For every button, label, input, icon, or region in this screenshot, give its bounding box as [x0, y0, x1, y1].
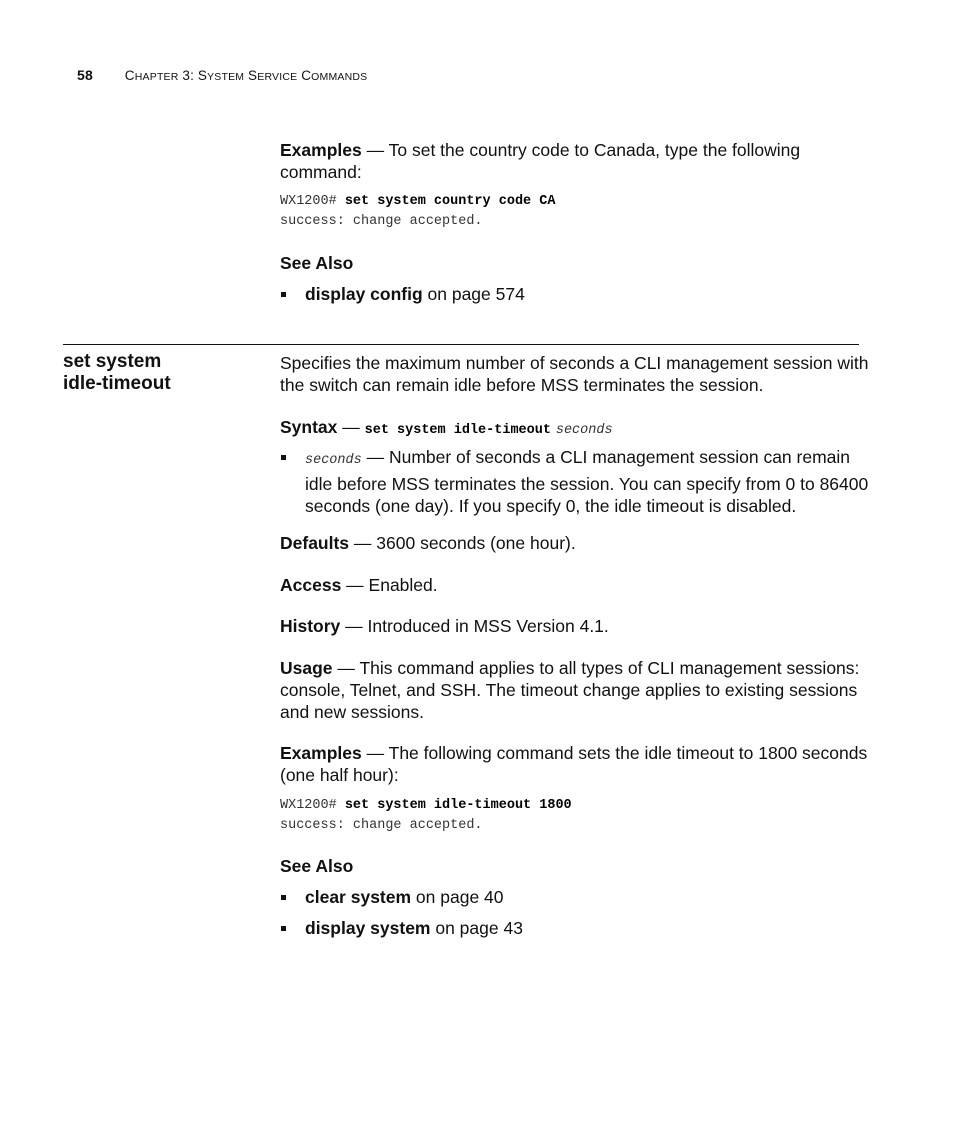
usage-text: — This command applies to all types of CLI management sessions: console, Telnet, and SSH. The timeout change applies to existing sessions and new sessions.	[280, 658, 860, 722]
defaults-text: — 3600 seconds (one hour).	[349, 533, 576, 553]
cli-command: set system idle-timeout 1800	[344, 798, 572, 813]
cli-prompt: WX1200#	[280, 194, 345, 209]
history-text: — Introduced in MSS Version 4.1.	[340, 616, 609, 636]
defaults-line	[280, 532, 870, 554]
syntax-line	[280, 416, 870, 442]
section-title	[63, 351, 263, 395]
access-label: Access	[280, 575, 342, 595]
usage-label: Usage	[280, 658, 333, 678]
syntax-dash: —	[337, 417, 365, 437]
see-also-item	[280, 917, 870, 940]
usage-paragraph	[280, 657, 870, 723]
cli-response: success: change accepted.	[280, 818, 483, 833]
section-title-line1: set system	[63, 351, 162, 372]
examples-text: — To set the country code to Canada, type the following command:	[280, 140, 801, 182]
see-also-link[interactable]: display config	[305, 284, 423, 304]
param-description: — Number of seconds a CLI management session can remain idle before MSS terminates the session. You can specify from 0 to 86400 seconds (one day). If you specify 0, the idle timeout is disabled.	[305, 447, 869, 516]
chapter-title: CHAPTER 3: SYSTEM SERVICE COMMANDS	[124, 68, 368, 83]
section-description: Specifies the maximum number of seconds a CLI management session with the switch can remain idle before MSS terminates the session.	[280, 353, 869, 395]
see-also-item	[280, 886, 870, 909]
see-also-page-ref: on page 40	[411, 887, 504, 907]
code-block-idle-timeout	[280, 796, 870, 836]
page-number: 58	[77, 67, 93, 83]
section-divider	[63, 344, 859, 345]
examples-label: Examples	[280, 140, 362, 160]
see-also-heading: See Also	[280, 253, 354, 273]
access-line	[280, 574, 870, 596]
see-also-link[interactable]: clear system	[305, 887, 412, 907]
cli-command: set system country code CA	[344, 194, 556, 209]
param-item	[280, 446, 870, 518]
examples-label: Examples	[280, 743, 362, 763]
cli-response: success: change accepted.	[280, 214, 483, 229]
examples-country-code	[280, 139, 870, 183]
defaults-label: Defaults	[280, 533, 350, 553]
see-also-heading: See Also	[280, 856, 354, 876]
syntax-command: set system idle-timeout	[364, 423, 551, 438]
running-header	[77, 67, 367, 83]
see-also-page-ref: on page 574	[422, 284, 525, 304]
access-text: — Enabled.	[341, 575, 438, 595]
see-also-link[interactable]: display system	[305, 918, 431, 938]
syntax-label: Syntax	[280, 417, 338, 437]
syntax-param: seconds	[555, 423, 613, 438]
see-also-item	[280, 283, 870, 306]
history-line	[280, 615, 870, 637]
param-name: seconds	[305, 453, 362, 468]
cli-prompt: WX1200#	[280, 798, 345, 813]
code-block-country	[280, 192, 870, 232]
section-title-line2: idle-timeout	[63, 373, 171, 394]
history-label: History	[280, 616, 341, 636]
examples-text: — The following command sets the idle timeout to 1800 seconds (one half hour):	[280, 743, 868, 785]
see-also-page-ref: on page 43	[430, 918, 523, 938]
examples-idle-timeout	[280, 742, 870, 786]
